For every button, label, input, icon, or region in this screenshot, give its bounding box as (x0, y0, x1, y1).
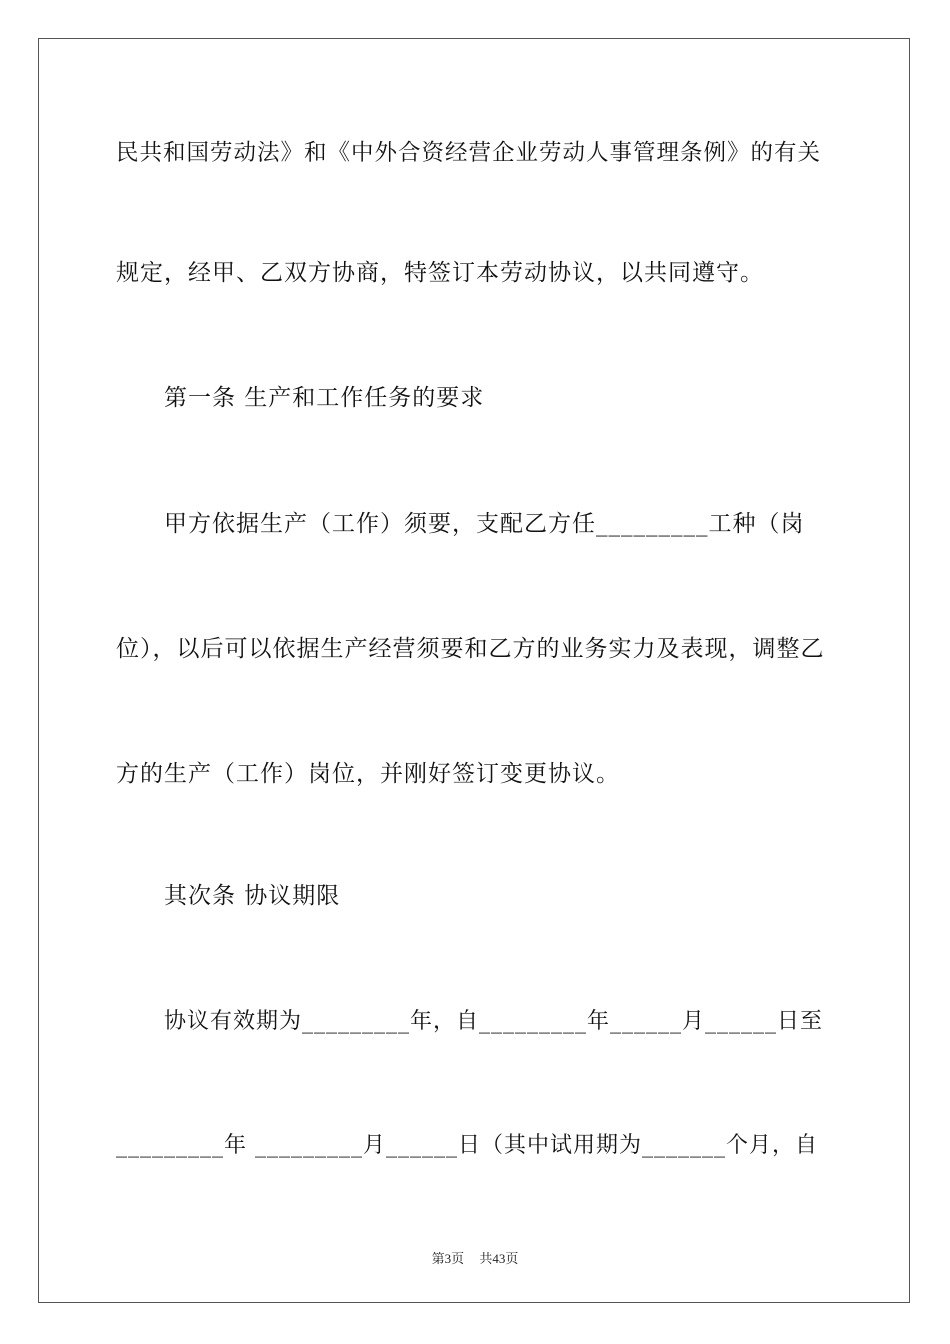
body-line-4: 甲方依据生产（工作）须要，支配乙方任_________工种（岗 (164, 511, 805, 537)
page-number: 第3页 (431, 1251, 465, 1266)
body-line-6: 方的生产（工作）岗位，并刚好签订变更协议。 (116, 761, 620, 787)
body-line-1: 民共和国劳动法》和《中外合资经营企业劳动人事管理条例》的有关 (116, 140, 822, 166)
page-footer (0, 1248, 950, 1267)
body-line-5: 位），以后可以依据生产经营须要和乙方的业务实力及表现，调整乙 (116, 636, 825, 662)
article-1-heading: 第一条 生产和工作任务的要求 (164, 385, 485, 411)
page-frame (38, 38, 910, 1303)
page-total: 共43页 (479, 1251, 519, 1266)
body-line-8: 协议有效期为_________年，自_________年______月______日至 (164, 1009, 824, 1034)
body-line-2: 规定，经甲、乙双方协商，特签订本劳动协议，以共同遵守。 (116, 260, 764, 286)
article-2-heading: 其次条 协议期限 (164, 883, 341, 909)
body-line-9: _________年 _________月______日（其中试用期为_______个月，自 (116, 1133, 818, 1158)
